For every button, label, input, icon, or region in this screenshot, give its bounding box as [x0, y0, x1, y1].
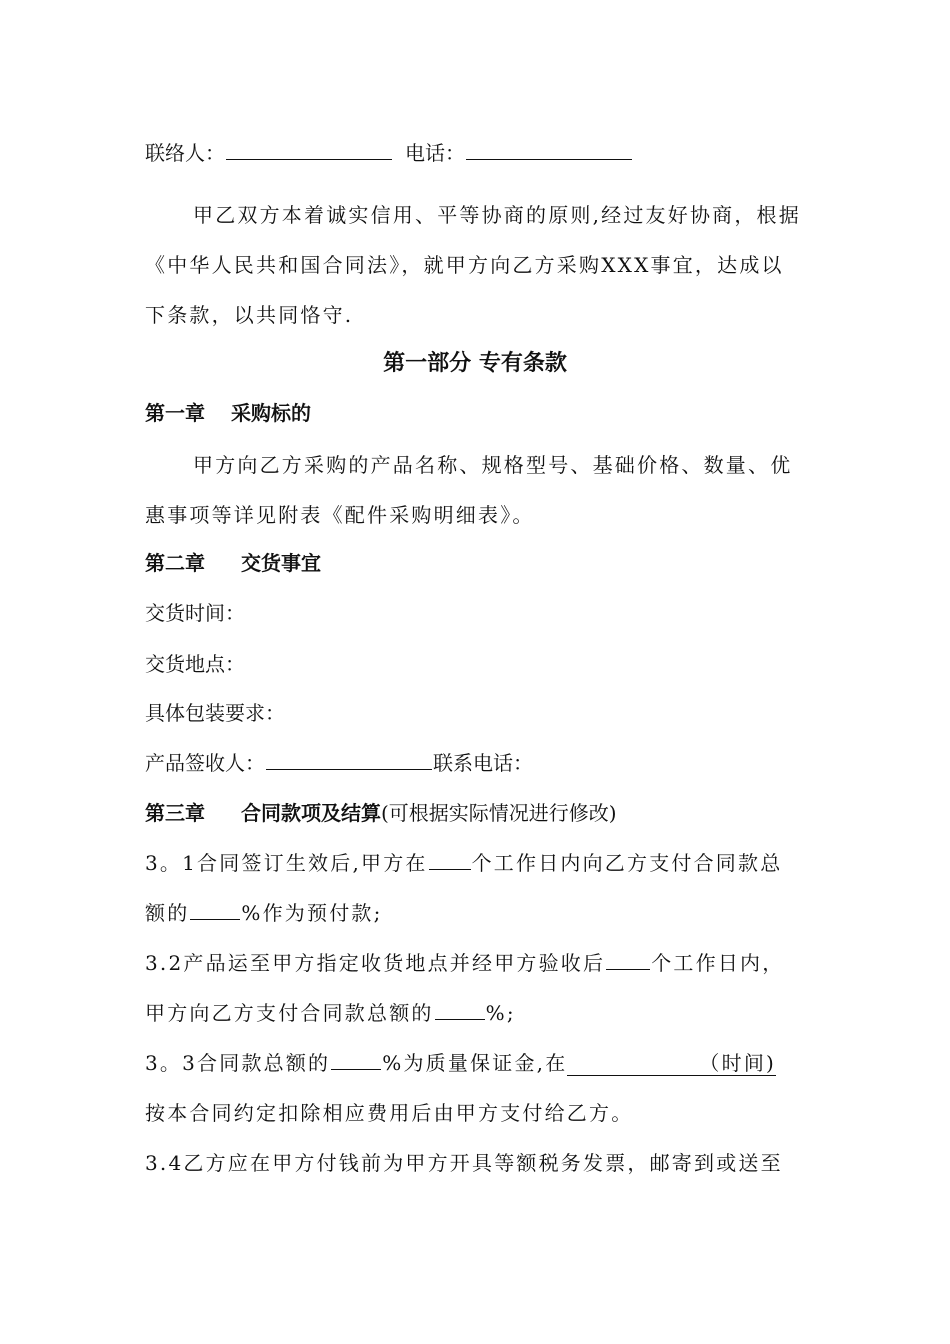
chapter2-title: 交货事宜	[241, 551, 321, 575]
clause-3-3-text-c: （时间)	[699, 1051, 777, 1075]
intro-line-1: 甲乙双方本着诚实信用、平等协商的原则,经过友好协商，根据	[193, 203, 801, 227]
clause-3-4-line-1: 3.4乙方应在甲方付钱前为甲方开具等额税务发票，邮寄到或送至	[145, 1151, 783, 1175]
clause-3-1-percent-blank[interactable]	[190, 899, 240, 920]
delivery-place: 交货地点：	[145, 652, 245, 676]
phone-label: 电话：	[405, 141, 465, 165]
clause-3-2-days-blank[interactable]	[606, 949, 650, 970]
chapter1-body-line-1: 甲方向乙方采购的产品名称、规格型号、基础价格、数量、优	[193, 453, 793, 477]
clause-3-2-text-d: %;	[485, 1001, 516, 1025]
chapter3-number: 第三章	[145, 801, 205, 825]
clause-3-1-line-2	[145, 899, 815, 927]
clause-3-1-days-blank[interactable]	[429, 849, 471, 870]
phone-blank[interactable]	[466, 139, 632, 160]
receiver-phone-label: 联系电话：	[433, 751, 533, 775]
clause-3-3-line-2: 按本合同约定扣除相应费用后由甲方支付给乙方。	[145, 1101, 634, 1125]
chapter1-number: 第一章	[145, 401, 205, 425]
clause-3-1-text-b: 个工作日内向乙方支付合同款总	[471, 851, 783, 875]
clause-3-2-text-c: 甲方向乙方支付合同款总额的	[145, 1001, 434, 1025]
receiver-label: 产品签收人：	[145, 751, 265, 775]
clause-3-1-text-a: 3。1合同签订生效后,甲方在	[145, 851, 428, 875]
delivery-time: 交货时间：	[145, 601, 245, 625]
clause-3-3-text-a: 3。3合同款总额的	[145, 1051, 331, 1075]
clause-3-3-time-field[interactable]	[567, 1051, 776, 1076]
chapter3-heading	[145, 799, 815, 827]
clause-3-2-percent-blank[interactable]	[435, 999, 485, 1020]
clause-3-1-text-c: 额的	[145, 901, 190, 925]
receiver-line	[145, 749, 815, 777]
clause-3-1-text-d: %作为预付款;	[241, 901, 383, 925]
intro-line-3: 下条款，以共同恪守.	[145, 303, 354, 327]
clause-3-1-line-1	[145, 849, 815, 877]
chapter3-note: (可根据实际情况进行修改)	[381, 801, 617, 825]
chapter2-heading	[145, 549, 815, 577]
intro-line-2: 《中华人民共和国合同法》，就甲方向乙方采购XXX事宜，达成以	[145, 253, 784, 277]
clause-3-2-line-1	[145, 949, 815, 977]
chapter1-title: 采购标的	[231, 401, 311, 425]
part-title: 第一部分 专有条款	[383, 350, 567, 376]
clause-3-3-line-1	[145, 1049, 815, 1077]
packaging-requirements: 具体包装要求：	[145, 701, 285, 725]
clause-3-2-line-2	[145, 999, 815, 1027]
chapter1-heading	[145, 399, 815, 427]
receiver-blank[interactable]	[266, 749, 432, 770]
chapter1-body-line-2: 惠事项等详见附表《配件采购明细表》。	[145, 503, 535, 527]
clause-3-3-text-b: %为质量保证金,在	[382, 1051, 568, 1075]
chapter3-title: 合同款项及结算	[241, 801, 381, 825]
clause-3-3-percent-blank[interactable]	[331, 1049, 381, 1070]
clause-3-2-text-b: 个工作日内，	[651, 951, 785, 975]
contact-label: 联络人：	[145, 141, 225, 165]
contact-blank[interactable]	[226, 139, 392, 160]
clause-3-2-text-a: 3.2产品运至甲方指定收货地点并经甲方验收后	[145, 951, 606, 975]
contact-line	[145, 139, 815, 167]
chapter2-number: 第二章	[145, 551, 205, 575]
